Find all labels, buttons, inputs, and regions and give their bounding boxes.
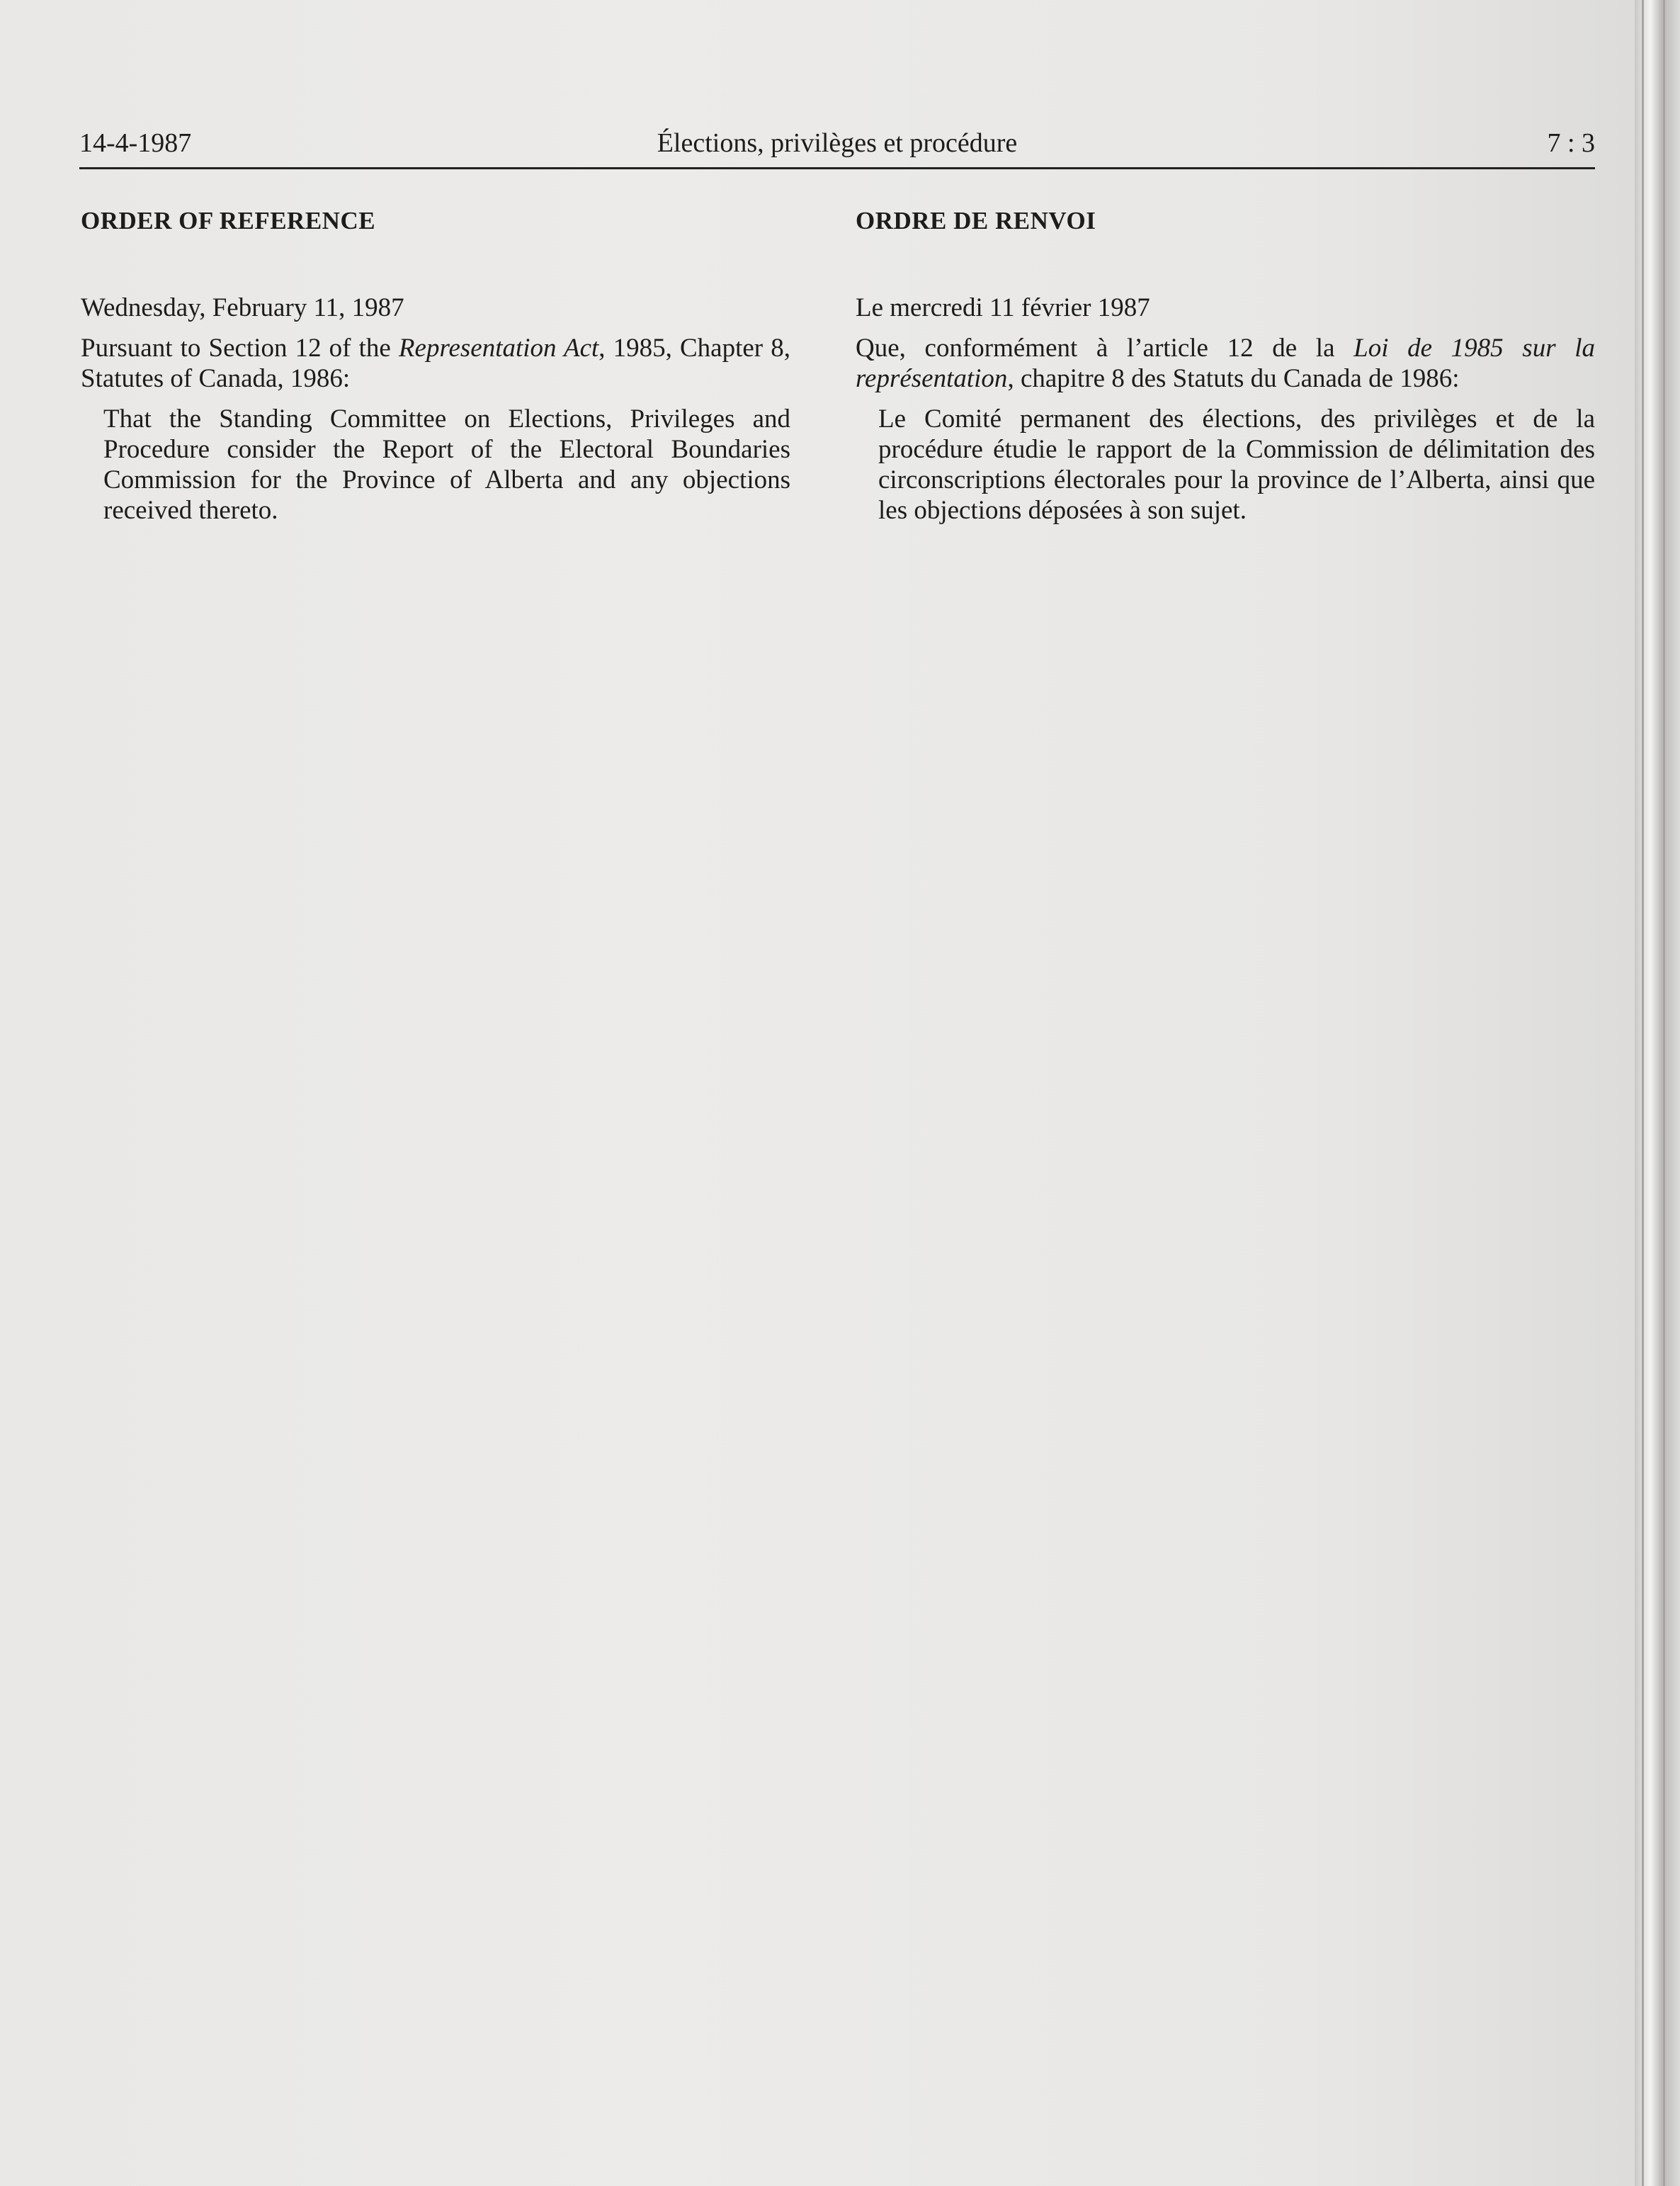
edge-line	[1663, 0, 1665, 2186]
french-motion: Le Comité permanent des élections, des privilèges et de la procédure étudie le rapport de la Commission de délimitation des circonscriptions électorales pour la province de l’Alberta, ainsi que les objections déposées à son sujet.	[878, 404, 1595, 525]
page-edge	[1635, 0, 1680, 2186]
english-intro-act: Representation Act	[398, 334, 599, 363]
english-date: Wednesday, February 11, 1987	[81, 293, 404, 322]
header-date: 14-4-1987	[79, 128, 192, 158]
french-intro	[856, 333, 1595, 394]
english-intro-suffix: , 1985, Chapter 8, Statutes of Canada, 1986:	[81, 334, 790, 393]
english-heading: ORDER OF REFERENCE	[81, 207, 376, 234]
french-date: Le mercredi 11 février 1987	[856, 293, 1150, 322]
edge-line	[1642, 0, 1644, 2186]
french-intro-prefix: Que, conformément à l’article 12 de la	[856, 334, 1354, 363]
french-heading: ORDRE DE RENVOI	[856, 207, 1096, 234]
header-page-number: 7 : 3	[1547, 128, 1595, 158]
english-motion: That the Standing Committee on Elections, Privileges and Procedure consider the Report of the Electoral Boundaries Commission for the Province of Alberta and any objections received thereto.	[103, 404, 790, 525]
english-intro	[81, 333, 790, 394]
english-column	[81, 205, 790, 526]
french-intro-act: Loi de 1985 sur la représentation	[856, 334, 1595, 393]
header-rule	[79, 167, 1595, 169]
french-column	[856, 205, 1595, 526]
french-intro-suffix: , chapitre 8 des Statuts du Canada de 1986:	[1007, 364, 1460, 393]
english-intro-prefix: Pursuant to Section 12 of the	[81, 334, 399, 363]
header-title: Élections, privilèges et procédure	[657, 128, 1018, 158]
page-header	[79, 128, 1595, 169]
